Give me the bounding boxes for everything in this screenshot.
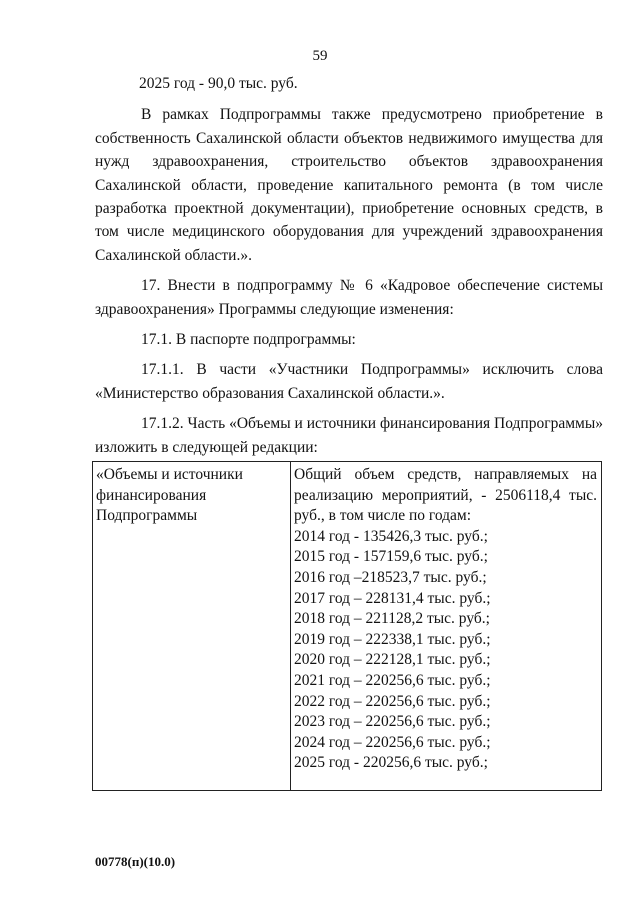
funding-year-2022: 2022 год – 220256,6 тыс. руб.; bbox=[294, 692, 491, 710]
funding-year-2018: 2018 год – 221128,2 тыс. руб.; bbox=[294, 610, 490, 628]
table-row bbox=[93, 462, 602, 791]
document-code: 00778(п)(10.0) bbox=[95, 854, 176, 869]
funding-year-2015: 2015 год - 157159,6 тыс. руб.; bbox=[294, 548, 488, 566]
funding-year-2025: 2025 год - 220256,6 тыс. руб.; bbox=[294, 754, 488, 772]
paragraph-item-17-1-1: 17.1.1. В части «Участники Подпрограммы» исключить слова «Министерство образования Сахалинской области.». bbox=[95, 361, 603, 402]
funding-year-2023: 2023 год – 220256,6 тыс. руб.; bbox=[294, 713, 491, 731]
funding-year-2016: 2016 год –218523,7 тыс. руб.; bbox=[294, 568, 487, 586]
page-number: 59 bbox=[312, 48, 328, 64]
funding-year-2017: 2017 год – 228131,4 тыс. руб.; bbox=[294, 589, 491, 607]
funding-year-2019: 2019 год – 222338,1 тыс. руб.; bbox=[294, 630, 491, 648]
funding-year-2020: 2020 год – 222128,1 тыс. руб.; bbox=[294, 651, 491, 669]
paragraph-item-17-1: 17.1. В паспорте подпрограммы: bbox=[141, 331, 356, 349]
paragraph-subprogram-acquisitions: В рамках Подпрограммы также предусмотрено приобретение в собственность Сахалинской области объектов недвижимого имущества для нужд здравоохранения, строительство объектов здравоохранения Сахалинской области, проведение капитального ремонта (в том числе разработка проектной документации), приобретение основных средств, в том числе медицинского оборудования для учреждений здравоохранения Сахалинской области.». bbox=[95, 106, 603, 264]
paragraph-funding-2025: 2025 год - 90,0 тыс. руб. bbox=[139, 75, 298, 92]
document-body bbox=[95, 72, 603, 466]
funding-year-2021: 2021 год – 220256,6 тыс. руб.; bbox=[294, 671, 491, 689]
funding-values-cell bbox=[291, 462, 602, 791]
funding-table bbox=[92, 461, 602, 791]
funding-year-2014: 2014 год - 135426,3 тыс. руб.; bbox=[294, 527, 488, 545]
funding-label-cell: «Объемы и источники финансирования Подпрограммы bbox=[93, 462, 291, 791]
funding-total-text: Общий объем средств, направляемых на реализацию мероприятий, - 2506118,4 тыс. руб., в том числе по годам: bbox=[294, 466, 597, 525]
paragraph-item-17: 17. Внести в подпрограмму № 6 «Кадровое обеспечение системы здравоохранения» Программы следующие изменения: bbox=[95, 277, 603, 318]
funding-year-2024: 2024 год – 220256,6 тыс. руб.; bbox=[294, 733, 491, 751]
paragraph-item-17-1-2: 17.1.2. Часть «Объемы и источники финансирования Подпрограммы» изложить в следующей редакции: bbox=[95, 415, 603, 456]
